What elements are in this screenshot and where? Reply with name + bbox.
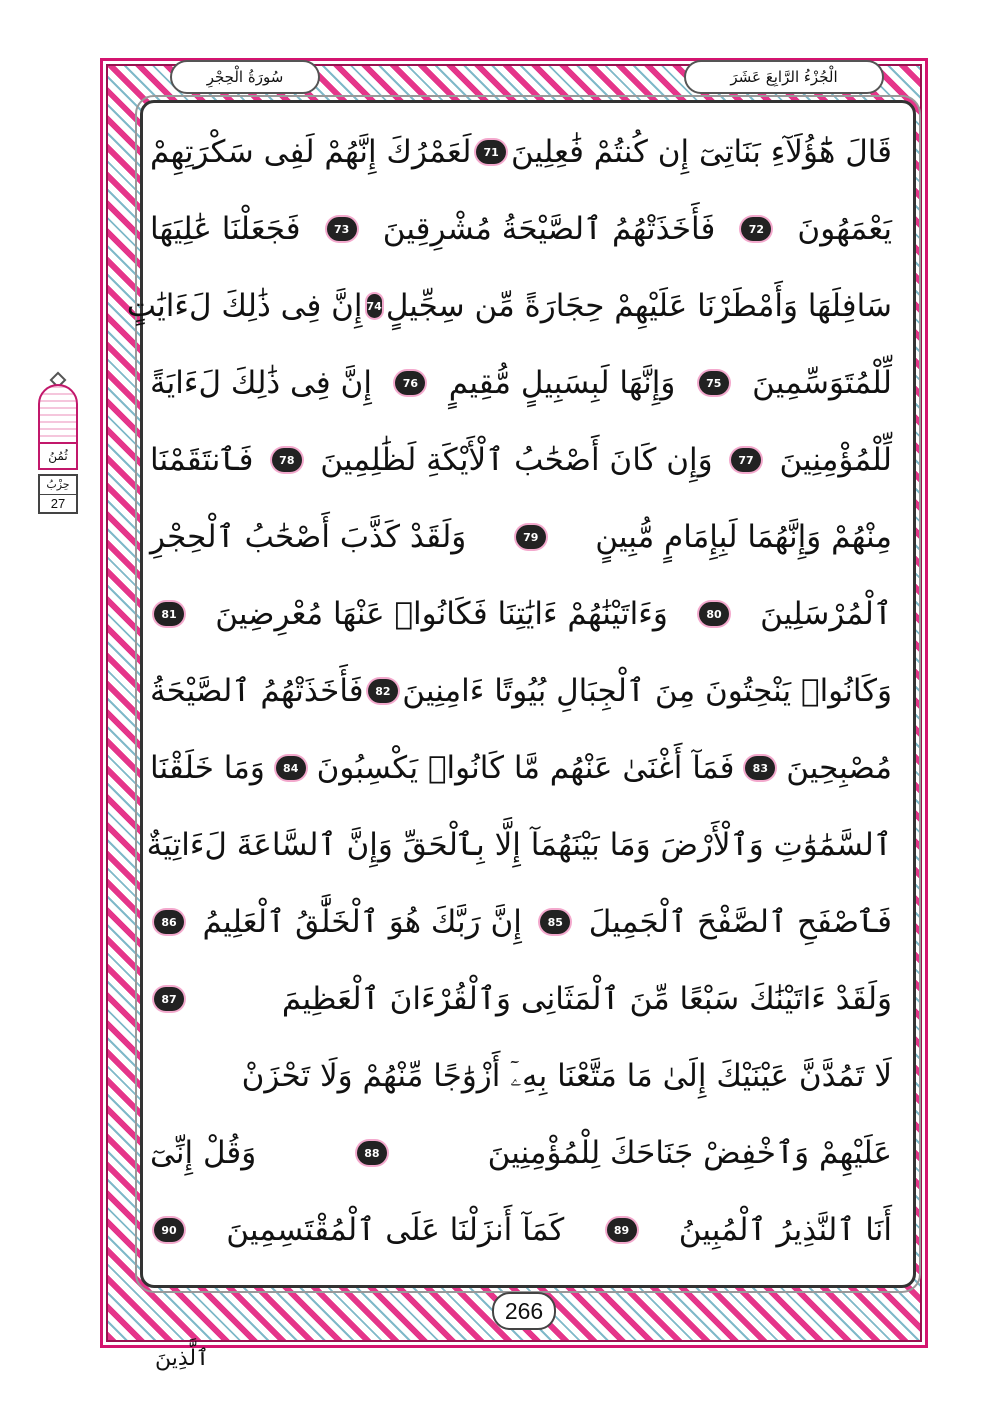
ayah-text: إِنَّ فِى ذَٰلِكَ لَءَايَةً — [150, 365, 372, 401]
ayah-number-marker: 80 — [699, 602, 729, 626]
text-line — [150, 347, 892, 419]
ayah-number-marker: 75 — [699, 371, 729, 395]
ayah-text: وَمَا خَلَقْنَا — [150, 750, 265, 786]
ayah-number-marker: 77 — [731, 448, 761, 472]
ayah-text: إِنَّ فِى ذَٰلِكَ لَءَايَٰتٍ — [126, 288, 363, 324]
hizb-box — [38, 474, 78, 514]
ayah-number-marker: 83 — [745, 756, 775, 780]
hizb-number: 27 — [50, 496, 66, 511]
text-line — [150, 501, 892, 573]
ayah-number-marker: 81 — [154, 602, 184, 626]
ayah-text: يَعْمَهُونَ — [797, 211, 892, 247]
text-line — [150, 193, 892, 265]
ayah-text: وَلَقَدْ ءَاتَيْنَٰكَ سَبْعًا مِّنَ ٱلْمَثَانِى وَٱلْقُرْءَانَ ٱلْعَظِيمَ — [281, 981, 892, 1017]
ayah-text: وَقُلْ إِنِّىٓ — [150, 1135, 257, 1171]
text-line — [126, 270, 892, 342]
arch-ornament-icon — [38, 384, 78, 444]
ayah-number-marker: 82 — [368, 679, 398, 703]
ayah-text: سَافِلَهَا وَأَمْطَرْنَا عَلَيْهِمْ حِجَارَةً مِّن سِجِّيلٍ — [385, 288, 892, 324]
text-line — [150, 886, 892, 958]
text-line — [150, 1040, 892, 1112]
ayah-number-marker: 78 — [272, 448, 302, 472]
text-line — [146, 809, 892, 881]
ayah-text: فَٱنتَقَمْنَا — [150, 442, 254, 478]
ayah-text: وَءَاتَيْنَٰهُمْ ءَايَٰتِنَا فَكَانُوا۟ عَنْهَا مُعْرِضِينَ — [215, 596, 668, 632]
ayah-text: لِّلْمُتَوَسِّمِينَ — [752, 365, 892, 401]
ayah-number-marker: 71 — [476, 140, 506, 164]
ayah-number-marker: 74 — [367, 294, 382, 318]
text-line — [150, 424, 892, 496]
text-line — [150, 1194, 892, 1266]
ayah-number-marker: 87 — [154, 987, 184, 1011]
ayah-text: فَمَآ أَغْنَىٰ عَنْهُم مَّا كَانُوا۟ يَكْسِبُونَ — [316, 750, 735, 786]
quran-text — [126, 116, 892, 1266]
ayah-number-marker: 89 — [607, 1218, 637, 1242]
ayah-text: فَجَعَلْنَا عَٰلِيَهَا — [150, 211, 301, 247]
ayah-text: لَعَمْرُكَ إِنَّهُمْ لَفِى سَكْرَتِهِمْ — [150, 134, 472, 170]
ayah-text: أَنَا ٱلنَّذِيرُ ٱلْمُبِينُ — [678, 1212, 892, 1248]
ayah-text: إِنَّ رَبَّكَ هُوَ ٱلْخَلَّٰقُ ٱلْعَلِيمُ — [202, 904, 522, 940]
ayah-text: عَلَيْهِمْ وَٱخْفِضْ جَنَاحَكَ لِلْمُؤْمِنِينَ — [487, 1135, 892, 1171]
ayah-text: مُصْبِحِينَ — [786, 750, 892, 786]
ayah-number-marker: 86 — [154, 910, 184, 934]
ayah-text: وَإِن كَانَ أَصْحَٰبُ ٱلْأَيْكَةِ لَظَٰلِمِينَ — [320, 442, 713, 478]
hizb-thumn-label: ثُمُنُ — [38, 444, 78, 470]
ayah-number-marker: 73 — [327, 217, 357, 241]
ayah-number-marker: 76 — [395, 371, 425, 395]
ayah-number-marker: 88 — [357, 1141, 387, 1165]
ayah-text: ٱلْمُرْسَلِينَ — [760, 596, 892, 632]
ayah-text: قَالَ هَٰٓؤُلَآءِ بَنَاتِىٓ إِن كُنتُمْ فَٰعِلِينَ — [510, 134, 892, 170]
ayah-text: ٱلسَّمَٰوَٰتِ وَٱلْأَرْضَ وَمَا بَيْنَهُمَآ إِلَّا بِٱلْحَقِّ وَإِنَّ ٱلسَّاعَةَ لَءَاتِيَةٌ — [146, 827, 892, 863]
ayah-text: فَأَخَذَتْهُمُ ٱلصَّيْحَةُ مُشْرِقِينَ — [382, 211, 716, 247]
text-line — [150, 732, 892, 804]
page-number: 266 — [492, 1292, 556, 1330]
ayah-number-marker: 90 — [154, 1218, 184, 1242]
ayah-text: وَلَقَدْ كَذَّبَ أَصْحَٰبُ ٱلْحِجْرِ — [150, 519, 467, 555]
ayah-text: لِّلْمُؤْمِنِينَ — [779, 442, 892, 478]
ayah-number-marker: 72 — [741, 217, 771, 241]
text-line — [150, 116, 892, 188]
text-line — [150, 963, 892, 1035]
ayah-number-marker: 85 — [540, 910, 570, 934]
hizb-word: حِزْبُ — [40, 476, 76, 495]
text-line — [150, 1117, 892, 1189]
ayah-text: مِنْهُمْ وَإِنَّهُمَا لَبِإِمَامٍ مُّبِينٍ — [595, 519, 892, 555]
catchword: ٱلَّذِينَ — [155, 1346, 210, 1371]
hizb-marker — [34, 374, 82, 516]
surah-label: سُورَةُ الْحِجْرِ — [170, 60, 320, 94]
ayah-text: فَأَخَذَتْهُمُ ٱلصَّيْحَةُ — [150, 673, 364, 709]
ayah-text: كَمَآ أَنزَلْنَا عَلَى ٱلْمُقْتَسِمِينَ — [226, 1212, 565, 1248]
ayah-text: وَإِنَّهَا لَبِسَبِيلٍ مُّقِيمٍ — [448, 365, 676, 401]
text-line — [150, 578, 892, 650]
ayah-number-marker: 79 — [516, 525, 546, 549]
ayah-text: وَكَانُوا۟ يَنْحِتُونَ مِنَ ٱلْجِبَالِ بُيُوتًا ءَامِنِينَ — [402, 673, 892, 709]
ayah-text: لَا تَمُدَّنَّ عَيْنَيْكَ إِلَىٰ مَا مَتَّعْنَا بِهِۦٓ أَزْوَٰجًا مِّنْهُمْ وَلَا تَحْزَنْ — [241, 1057, 892, 1094]
juz-label: الْجُزْءُ الرَّابِعَ عَشَرَ — [684, 60, 884, 94]
text-line — [150, 655, 892, 727]
ayah-text: فَٱصْفَحِ ٱلصَّفْحَ ٱلْجَمِيلَ — [588, 904, 892, 940]
ayah-number-marker: 84 — [276, 756, 306, 780]
